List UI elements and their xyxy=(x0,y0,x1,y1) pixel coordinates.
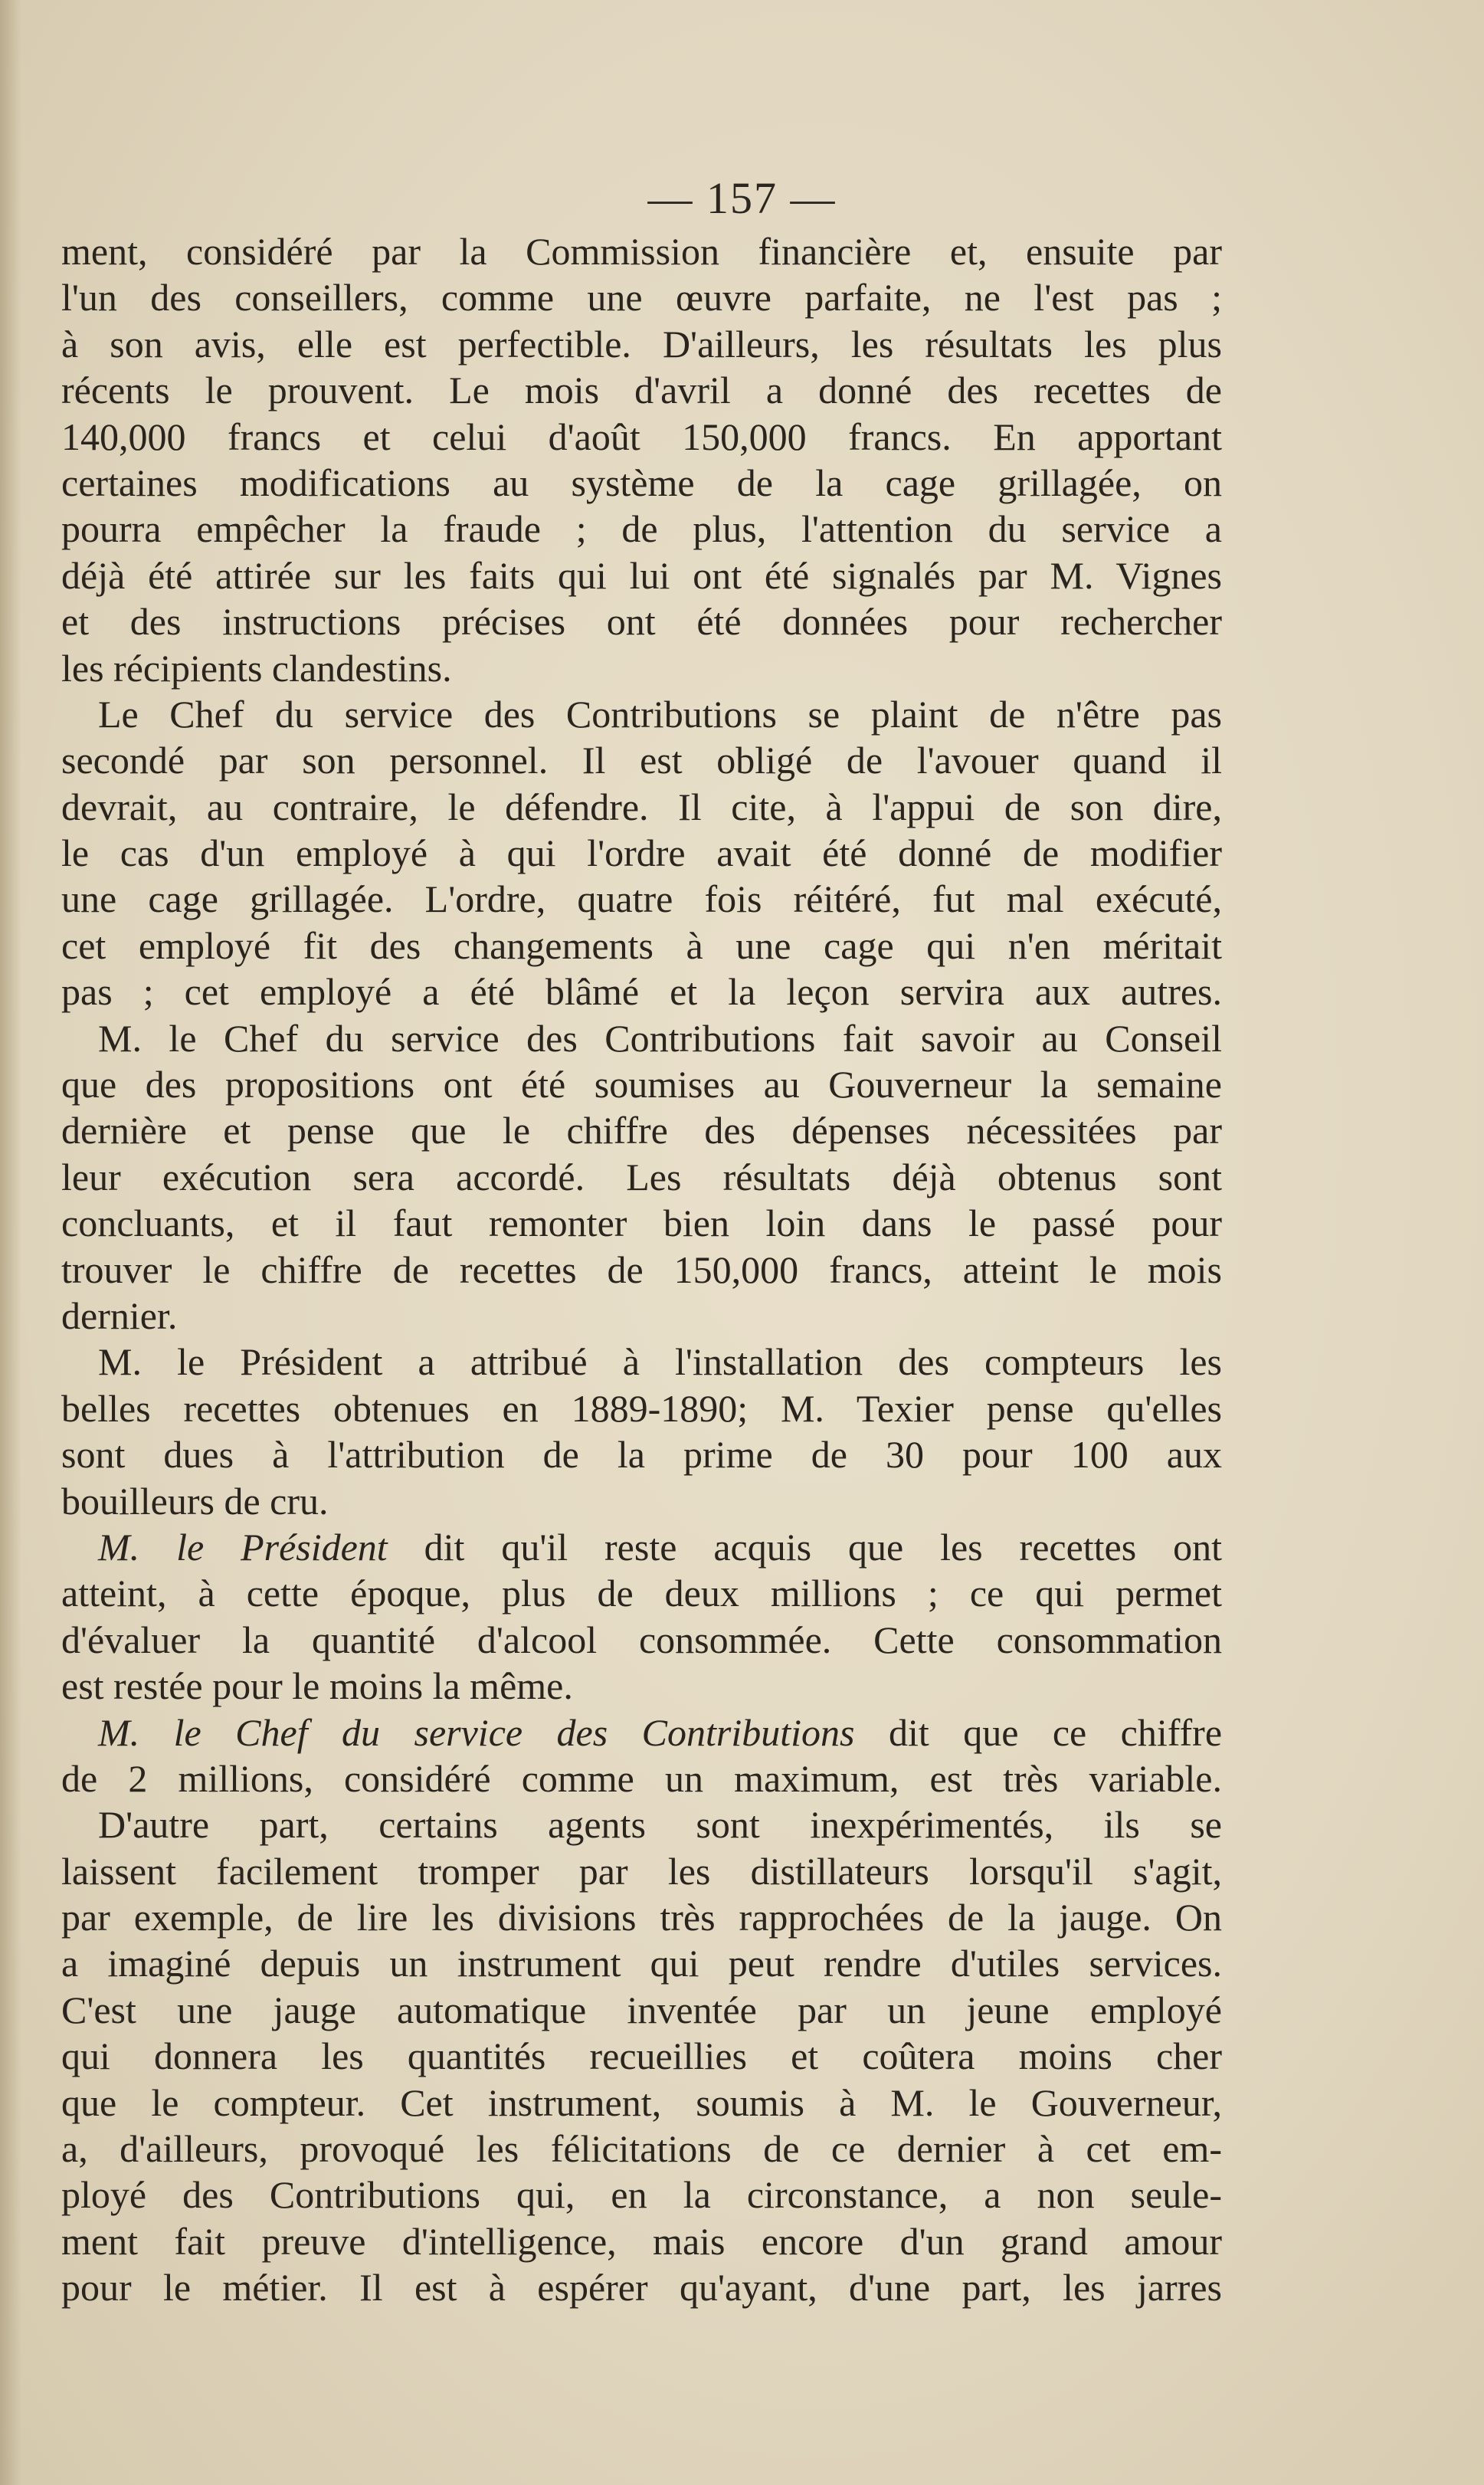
body-text xyxy=(61,228,1222,2311)
text-line: pas ; cet employé a été blâmé et la leçon servira aux autres. xyxy=(61,970,1222,1014)
text-line: concluants, et il faut remonter bien loin dans le passé pour xyxy=(61,1202,1222,1245)
text-line: laissent facilement tromper par les distillateurs lorsqu'il s'agit, xyxy=(61,1849,1222,1893)
text-line: ment fait preuve d'intelligence, mais encore d'un grand amour xyxy=(61,2219,1222,2263)
speaker-president: M. le Président xyxy=(98,1525,388,1569)
text-line: dernier. xyxy=(61,1293,178,1337)
text-line: que le compteur. Cet instrument, soumis à M. le Gouverneur, xyxy=(61,2080,1222,2124)
text-line: 140,000 francs et celui d'août 150,000 francs. En apportant xyxy=(61,415,1222,458)
text-line: M. le Chef du service des Contributions fait savoir au Conseil xyxy=(98,1016,1222,1060)
text-line: que des propositions ont été soumises au Gouverneur la semaine xyxy=(61,1063,1222,1106)
text-line: à son avis, elle est perfectible. D'ailleurs, les résultats les plus xyxy=(61,322,1222,366)
text-line: a, d'ailleurs, provoqué les félicitations de ce dernier à cet em- xyxy=(61,2127,1222,2171)
text-line: devrait, au contraire, le défendre. Il cite, à l'appui de son dire, xyxy=(61,785,1222,828)
text-line: ployé des Contributions qui, en la circonstance, a non seule- xyxy=(61,2173,1222,2217)
page-edge-shadow xyxy=(0,0,21,2485)
text-line xyxy=(61,1710,1222,1756)
text-line: d'évaluer la quantité d'alcool consommée. Cette consommation xyxy=(61,1618,1222,1661)
text-line: bouilleurs de cru. xyxy=(61,1479,329,1523)
text-line: l'un des conseillers, comme une œuvre parfaite, ne l'est pas ; xyxy=(61,276,1222,320)
text-line: a imaginé depuis un instrument qui peut rendre d'utiles services. xyxy=(61,1942,1222,1985)
text-line: le cas d'un employé à qui l'ordre avait été donné de modifier xyxy=(61,831,1222,875)
text-line: les récipients clandestins. xyxy=(61,646,452,690)
text-line: secondé par son personnel. Il est obligé de l'avouer quand il xyxy=(61,739,1222,782)
text-line: de 2 millions, considéré comme un maximum, est très variable. xyxy=(61,1756,1222,1800)
text-line: une cage grillagée. L'ordre, quatre fois réitéré, fut mal exécuté, xyxy=(61,877,1222,921)
text-line: récents le prouvent. Le mois d'avril a donné des recettes de xyxy=(61,369,1222,412)
text-line: C'est une jauge automatique inventée par un jeune employé xyxy=(61,1988,1222,2031)
text-line: certaines modifications au système de la cage grillagée, on xyxy=(61,461,1222,504)
text-line: M. le Président a attribué à l'installation des compteurs les xyxy=(98,1340,1222,1384)
text-line: qui donnera les quantités recueillies et coûtera moins cher xyxy=(61,2034,1222,2078)
text-line: atteint, à cette époque, plus de deux millions ; ce qui permet xyxy=(61,1572,1222,1615)
text-line-rest: dit qu'il reste acquis que les recettes ont xyxy=(424,1525,1222,1569)
text-line: dernière et pense que le chiffre des dépenses nécessitées par xyxy=(61,1109,1222,1152)
text-line: Le Chef du service des Contributions se plaint de n'être pas xyxy=(98,692,1222,736)
text-line: pourra empêcher la fraude ; de plus, l'attention du service a xyxy=(61,507,1222,551)
text-line: cet employé fit des changements à une cage qui n'en méritait xyxy=(61,923,1222,967)
text-line xyxy=(61,1524,1222,1570)
text-line: sont dues à l'attribution de la prime de 30 pour 100 aux xyxy=(61,1433,1222,1477)
text-line: belles recettes obtenues en 1889-1890; M. Texier pense qu'elles xyxy=(61,1386,1222,1430)
text-line-rest: dit que ce chiffre xyxy=(888,1710,1222,1754)
text-line: par exemple, de lire les divisions très rapprochées de la jauge. On xyxy=(61,1896,1222,1939)
speaker-chef: M. le Chef du service des Contributions xyxy=(98,1710,855,1754)
text-line: déjà été attirée sur les faits qui lui ont été signalés par M. Vignes xyxy=(61,553,1222,597)
text-line: est restée pour le moins la même. xyxy=(61,1664,573,1708)
page-number: — 157 — xyxy=(647,173,837,223)
text-line: et des instructions précises ont été données pour rechercher xyxy=(61,600,1222,644)
text-line: trouver le chiffre de recettes de 150,000 francs, atteint le mois xyxy=(61,1247,1222,1291)
text-line: pour le métier. Il est à espérer qu'ayant, d'une part, les jarres xyxy=(61,2266,1222,2310)
text-line: ment, considéré par la Commission financière et, ensuite par xyxy=(61,230,1222,273)
text-line: D'autre part, certains agents sont inexpérimentés, ils se xyxy=(98,1803,1222,1847)
text-line: leur exécution sera accordé. Les résultats déjà obtenus sont xyxy=(61,1155,1222,1198)
